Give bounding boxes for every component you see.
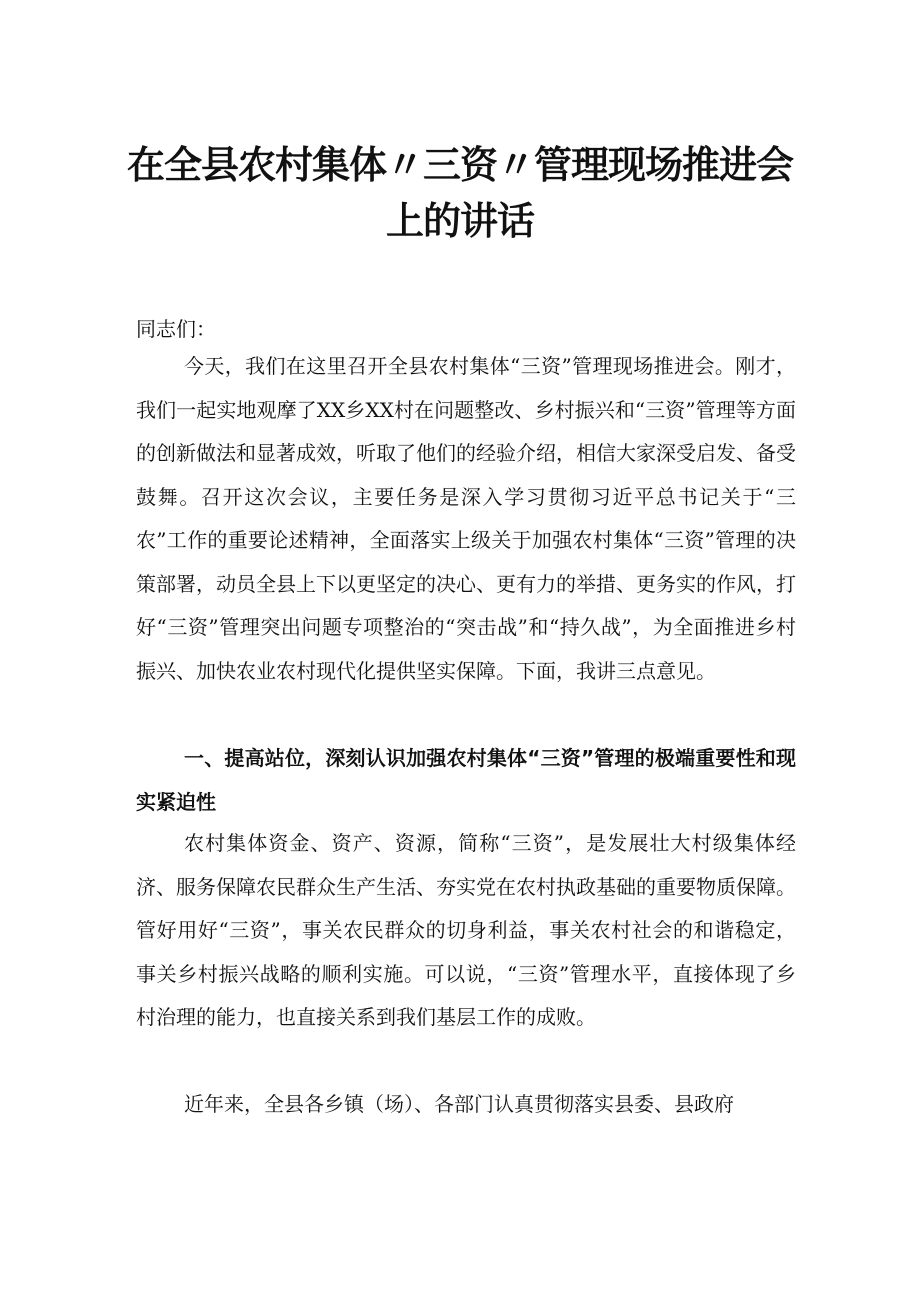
document-title-line-1: 在全县农村集体〃三资〃管理现场推进会 [126, 143, 793, 187]
paragraph-three-assets-definition: 农村集体资金、资产、资源，简称“三资”，是发展壮大村级集体经济、服务保障农民群众生产生活、夯实党在农村执政基础的重要物质保障。管好用好“三资”，事关农民群众的切身利益，事关农村社会的和谐稳定，事关乡村振兴战略的顺利实施。可以说，“三资”管理水平，直接体现了乡村治理的能力，也直接关系到我们基层工作的成败。 [136, 831, 796, 1029]
salutation: 同志们： [136, 317, 216, 341]
document-title-line-2: 上的讲话 [385, 199, 534, 243]
section-heading-1: 一、提高站位，深刻认识加强农村集体“三资”管理的极端重要性和现实紧迫性 [136, 746, 796, 814]
paragraph-recent-years: 近年来，全县各乡镇（场）、各部门认真贯彻落实县委、县政府 [184, 1092, 734, 1116]
paragraph-opening: 今天，我们在这里召开全县农村集体“三资”管理现场推进会。刚才，我们一起实地观摩了XX乡XX村在问题整改、乡村振兴和“三资”管理等方面的创新做法和显著成效，听取了他们的经验介绍，相信大家深受启发、备受鼓舞。召开这次会议，主要任务是深入学习贯彻习近平总书记关于“三农”工作的重要论述精神，全面落实上级关于加强农村集体“三资”管理的决策部署，动员全县上下以更坚定的决心、更有力的举措、更务实的作风，打好“三资”管理突出问题专项整治的“突击战”和“持久战”，为全面推进乡村振兴、加快农业农村现代化提供坚实保障。下面，我讲三点意见。 [136, 354, 796, 683]
